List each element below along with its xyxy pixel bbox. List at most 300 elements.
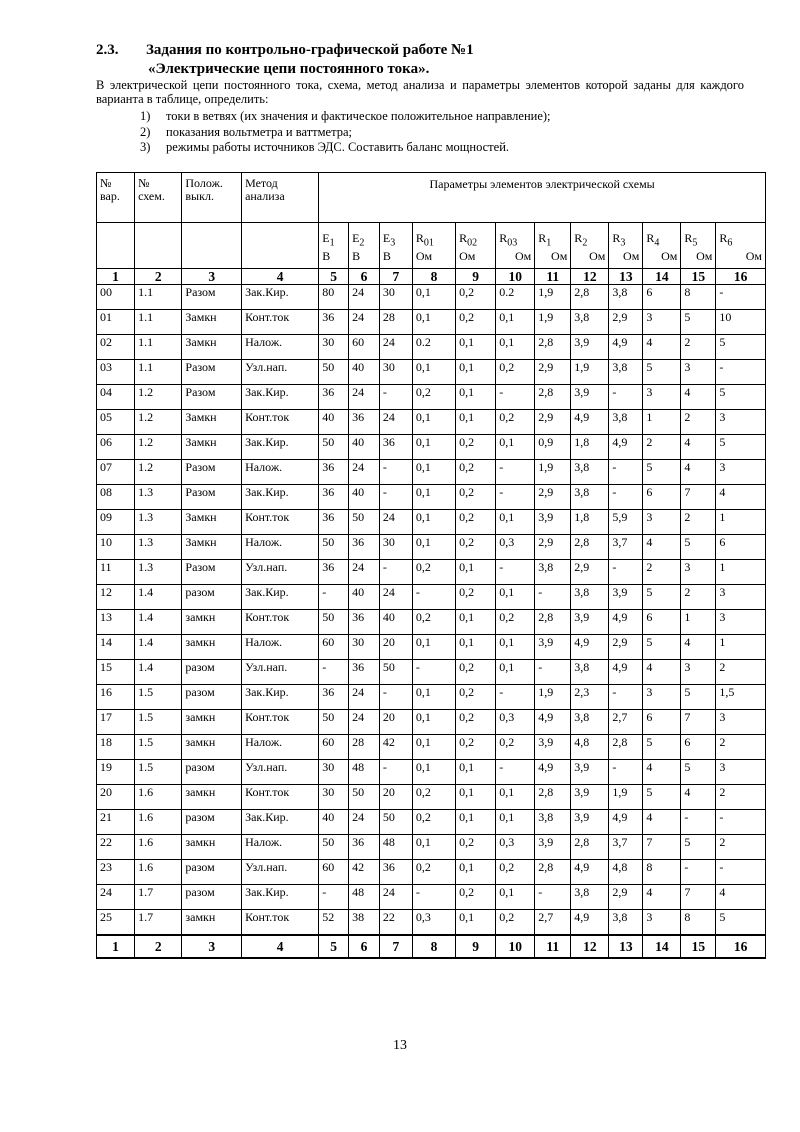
table-cell: замкн xyxy=(182,610,242,635)
table-cell: 1.5 xyxy=(135,735,182,760)
table-row xyxy=(97,560,766,585)
table-row xyxy=(97,835,766,860)
param-unit: Ом xyxy=(745,249,762,264)
table-cell: 0,2 xyxy=(456,735,496,760)
table-cell: замкн xyxy=(182,835,242,860)
table-cell: 1.2 xyxy=(135,460,182,485)
table-cell: Замкн xyxy=(182,335,242,360)
table-cell: 0,1 xyxy=(412,535,455,560)
param-header-cell xyxy=(379,223,412,269)
task-text: показания вольтметра и ваттметра; xyxy=(166,124,352,139)
table-cell: 0,1 xyxy=(456,560,496,585)
table-cell: 40 xyxy=(349,485,380,510)
table-cell: 50 xyxy=(349,510,380,535)
blank-cell xyxy=(135,223,182,269)
table-cell: Конт.ток xyxy=(242,610,319,635)
table-cell: 60 xyxy=(319,735,349,760)
table-cell: 0,2 xyxy=(456,660,496,685)
column-number: 8 xyxy=(412,935,455,958)
column-number: 13 xyxy=(609,269,643,285)
column-number: 3 xyxy=(182,269,242,285)
table-cell: 0,2 xyxy=(456,685,496,710)
table-cell: 0,2 xyxy=(412,385,455,410)
table-cell: разом xyxy=(182,585,242,610)
table-cell: Разом xyxy=(182,560,242,585)
param-header-cell xyxy=(716,223,766,269)
table-cell: 50 xyxy=(319,535,349,560)
param-letter: R xyxy=(538,231,547,245)
table-cell: 3 xyxy=(716,460,766,485)
param-subscript: 03 xyxy=(507,237,518,249)
table-row xyxy=(97,685,766,710)
table-cell: замкн xyxy=(182,910,242,936)
table-cell: Узл.нап. xyxy=(242,860,319,885)
table-cell: разом xyxy=(182,885,242,910)
table-cell: 24 xyxy=(349,285,380,310)
param-symbol xyxy=(719,231,762,250)
table-cell: 05 xyxy=(97,410,135,435)
table-cell: 2,9 xyxy=(609,885,643,910)
table-cell: 3 xyxy=(643,685,681,710)
table-cell: 3 xyxy=(643,385,681,410)
table-cell: 24 xyxy=(97,885,135,910)
table-cell: 3 xyxy=(681,360,716,385)
table-cell: - xyxy=(319,885,349,910)
table-cell: 30 xyxy=(319,335,349,360)
table-cell: 3,8 xyxy=(535,810,571,835)
table-cell: 4 xyxy=(681,635,716,660)
table-cell: 0,3 xyxy=(412,910,455,936)
table-cell: 24 xyxy=(379,885,412,910)
table-cell: 19 xyxy=(97,760,135,785)
table-cell: 1.5 xyxy=(135,760,182,785)
table-cell: 10 xyxy=(716,310,766,335)
table-row xyxy=(97,635,766,660)
table-cell: 22 xyxy=(97,835,135,860)
table-row xyxy=(97,610,766,635)
table-cell: 1.6 xyxy=(135,810,182,835)
table-cell: 0,9 xyxy=(535,435,571,460)
table-cell: 1.1 xyxy=(135,335,182,360)
table-cell: 03 xyxy=(97,360,135,385)
table-cell: 0,2 xyxy=(456,435,496,460)
table-cell: 4 xyxy=(643,810,681,835)
table-cell: 1.2 xyxy=(135,385,182,410)
table-cell: 3,8 xyxy=(609,360,643,385)
table-cell: 1.5 xyxy=(135,710,182,735)
table-cell: Замкн xyxy=(182,510,242,535)
table-cell: 0,2 xyxy=(496,860,535,885)
table-cell: - xyxy=(412,660,455,685)
table-cell: 6 xyxy=(643,285,681,310)
table-cell: 7 xyxy=(681,885,716,910)
table-cell: 10 xyxy=(97,535,135,560)
table-cell: 0,1 xyxy=(496,885,535,910)
table-cell: 40 xyxy=(319,810,349,835)
table-cell: 0,1 xyxy=(496,785,535,810)
table-cell: замкн xyxy=(182,710,242,735)
table-cell: 0,1 xyxy=(456,810,496,835)
param-letter: R xyxy=(499,231,508,245)
table-cell: 48 xyxy=(349,885,380,910)
table-cell: Зак.Кир. xyxy=(242,285,319,310)
column-number: 16 xyxy=(716,269,766,285)
table-cell: - xyxy=(681,810,716,835)
table-cell: 06 xyxy=(97,435,135,460)
table-cell: 48 xyxy=(379,835,412,860)
table-cell: 8 xyxy=(681,910,716,936)
table-cell: 2,8 xyxy=(535,335,571,360)
param-letter: R xyxy=(415,231,424,245)
table-cell: 4,9 xyxy=(571,635,609,660)
table-cell: 1.4 xyxy=(135,585,182,610)
param-header-cell xyxy=(609,223,643,269)
table-cell: 2 xyxy=(643,560,681,585)
table-cell: Налож. xyxy=(242,460,319,485)
table-cell: 50 xyxy=(319,835,349,860)
param-letter: E xyxy=(352,231,360,245)
table-cell: 5 xyxy=(716,335,766,360)
table-cell: 3,8 xyxy=(571,885,609,910)
table-cell: 24 xyxy=(379,510,412,535)
table-cell: 1.6 xyxy=(135,785,182,810)
table-cell: 2 xyxy=(681,335,716,360)
table-cell: 36 xyxy=(319,685,349,710)
table-cell: 50 xyxy=(319,360,349,385)
table-cell: 2,9 xyxy=(609,310,643,335)
table-cell: 1,9 xyxy=(535,460,571,485)
table-cell: 0,2 xyxy=(496,735,535,760)
param-letter: E xyxy=(382,231,391,245)
table-cell: 23 xyxy=(97,860,135,885)
table-cell: 36 xyxy=(319,510,349,535)
param-unit: Ом xyxy=(623,249,640,264)
column-header-variant: № вар. xyxy=(97,173,135,223)
table-cell: 0,1 xyxy=(456,910,496,936)
table-cell: - xyxy=(716,860,766,885)
table-cell: 0,2 xyxy=(412,610,455,635)
table-cell: 24 xyxy=(349,710,380,735)
task-marker: 3) xyxy=(140,140,151,154)
table-cell: 17 xyxy=(97,710,135,735)
param-symbol xyxy=(416,231,452,250)
table-cell: 0.2 xyxy=(496,285,535,310)
param-unit: Ом xyxy=(696,249,713,264)
table-cell: Налож. xyxy=(242,635,319,660)
table-cell: 24 xyxy=(349,810,380,835)
table-cell: замкн xyxy=(182,735,242,760)
table-cell: Налож. xyxy=(242,835,319,860)
section-number: 2.3. xyxy=(96,42,119,58)
table-cell: - xyxy=(496,485,535,510)
table-cell: 5 xyxy=(643,635,681,660)
table-cell: 2,9 xyxy=(535,535,571,560)
table-row xyxy=(97,810,766,835)
table-cell: 1,9 xyxy=(535,310,571,335)
column-number: 5 xyxy=(319,269,349,285)
table-cell: 3,9 xyxy=(609,585,643,610)
column-header-scheme: № схем. xyxy=(135,173,182,223)
column-number: 1 xyxy=(97,269,135,285)
table-cell: 5,9 xyxy=(609,510,643,535)
table-row xyxy=(97,310,766,335)
blank-cell xyxy=(242,223,319,269)
table-cell: 04 xyxy=(97,385,135,410)
table-cell: 0,1 xyxy=(496,810,535,835)
table-cell: 2,3 xyxy=(571,685,609,710)
table-cell: - xyxy=(535,585,571,610)
table-cell: 3,9 xyxy=(571,385,609,410)
table-cell: Узл.нап. xyxy=(242,760,319,785)
table-cell: 42 xyxy=(349,860,380,885)
table-cell: 24 xyxy=(349,310,380,335)
table-cell: 3,8 xyxy=(571,485,609,510)
column-number: 15 xyxy=(681,935,716,958)
table-cell: - xyxy=(716,810,766,835)
table-cell: 4 xyxy=(681,785,716,810)
table-cell: 2 xyxy=(716,660,766,685)
table-cell: 1,8 xyxy=(571,510,609,535)
table-cell: Замкн xyxy=(182,410,242,435)
table-cell: 0,3 xyxy=(496,535,535,560)
table-cell: 4,9 xyxy=(571,860,609,885)
param-symbol xyxy=(574,231,605,250)
table-cell: 30 xyxy=(319,760,349,785)
task-text: режимы работы источников ЭДС. Составить баланс мощностей. xyxy=(166,140,510,154)
table-cell: 36 xyxy=(319,460,349,485)
table-cell: 2,9 xyxy=(571,560,609,585)
table-cell: 4,9 xyxy=(609,435,643,460)
task-item xyxy=(140,109,551,125)
table-cell: 5 xyxy=(716,910,766,936)
param-header-cell xyxy=(456,223,496,269)
table-cell: 24 xyxy=(379,585,412,610)
param-letter: R xyxy=(719,231,728,245)
table-row xyxy=(97,535,766,560)
section-title: Задания по контрольно-графической работе №1 xyxy=(146,42,474,58)
table-row xyxy=(97,885,766,910)
param-header-cell xyxy=(496,223,535,269)
table-cell: 2,8 xyxy=(571,835,609,860)
param-letter: R xyxy=(459,231,468,245)
table-cell: 1,9 xyxy=(609,785,643,810)
section-subtitle: «Электрические цепи постоянного тока». xyxy=(148,61,430,77)
table-cell: 0,2 xyxy=(412,785,455,810)
table-cell: - xyxy=(535,660,571,685)
table-cell: 6 xyxy=(716,535,766,560)
table-cell: 20 xyxy=(379,785,412,810)
table-cell: Узл.нап. xyxy=(242,360,319,385)
table-cell: Конт.ток xyxy=(242,510,319,535)
table-cell: 08 xyxy=(97,485,135,510)
table-cell: 0,1 xyxy=(412,285,455,310)
table-cell: 1,5 xyxy=(716,685,766,710)
table-cell: 3,9 xyxy=(571,335,609,360)
table-cell: 60 xyxy=(349,335,380,360)
param-letter: R xyxy=(574,231,583,245)
table-cell: 0,2 xyxy=(496,910,535,936)
task-marker: 1) xyxy=(140,109,151,123)
table-cell: 3,9 xyxy=(571,610,609,635)
table-cell: 1,8 xyxy=(571,435,609,460)
table-cell: 0,1 xyxy=(412,760,455,785)
table-cell: 30 xyxy=(379,535,412,560)
table-cell: Разом xyxy=(182,360,242,385)
param-header-cell xyxy=(571,223,609,269)
table-cell: 0,2 xyxy=(456,485,496,510)
table-cell: 3,7 xyxy=(609,535,643,560)
table-cell: 0,2 xyxy=(496,410,535,435)
table-cell: 5 xyxy=(681,310,716,335)
table-cell: 0,1 xyxy=(496,660,535,685)
param-header-cell xyxy=(349,223,380,269)
table-cell: 36 xyxy=(319,385,349,410)
table-cell: 3 xyxy=(643,910,681,936)
table-cell: 3,9 xyxy=(535,735,571,760)
table-cell: 1.1 xyxy=(135,360,182,385)
column-number: 4 xyxy=(242,935,319,958)
table-cell: 0,1 xyxy=(456,610,496,635)
table-cell: 7 xyxy=(681,710,716,735)
table-cell: - xyxy=(379,685,412,710)
task-text: токи в ветвях (их значения и фактическое положительное направление); xyxy=(166,109,551,123)
table-cell: 24 xyxy=(349,460,380,485)
table-cell: 02 xyxy=(97,335,135,360)
table-cell: 0,1 xyxy=(412,485,455,510)
table-cell: 0,1 xyxy=(456,335,496,360)
table-cell: 4 xyxy=(643,335,681,360)
table-cell: 5 xyxy=(681,685,716,710)
table-cell: - xyxy=(609,760,643,785)
table-cell: 5 xyxy=(681,760,716,785)
param-symbol xyxy=(684,231,712,250)
param-unit: Ом xyxy=(551,249,568,264)
table-cell: Налож. xyxy=(242,335,319,360)
table-cell: 36 xyxy=(349,410,380,435)
table-cell: 09 xyxy=(97,510,135,535)
table-cell: 0,2 xyxy=(456,285,496,310)
table-cell: 3,9 xyxy=(571,760,609,785)
column-number: 9 xyxy=(456,269,496,285)
table-row xyxy=(97,785,766,810)
table-cell: 6 xyxy=(643,485,681,510)
param-letter: R xyxy=(684,231,693,245)
table-cell: 1,9 xyxy=(535,285,571,310)
table-cell: замкн xyxy=(182,785,242,810)
table-cell: 16 xyxy=(97,685,135,710)
table-cell: 36 xyxy=(319,485,349,510)
table-cell: - xyxy=(609,385,643,410)
param-letter: R xyxy=(646,231,655,245)
param-symbol xyxy=(499,231,531,250)
param-symbol xyxy=(352,231,376,250)
table-cell: 3,8 xyxy=(609,285,643,310)
table-cell: 1,9 xyxy=(535,685,571,710)
table-cell: 0,1 xyxy=(496,335,535,360)
param-unit: Ом xyxy=(515,249,532,264)
table-cell: 0,2 xyxy=(456,535,496,560)
param-subscript: 3 xyxy=(620,237,626,249)
table-cell: 0,1 xyxy=(496,310,535,335)
table-cell: 20 xyxy=(379,710,412,735)
table-row xyxy=(97,585,766,610)
column-number: 7 xyxy=(379,269,412,285)
table-cell: 30 xyxy=(349,635,380,660)
table-cell: 2,9 xyxy=(535,360,571,385)
table-cell: Разом xyxy=(182,285,242,310)
param-symbol xyxy=(538,231,567,250)
table-cell: 4,9 xyxy=(609,610,643,635)
table-row xyxy=(97,410,766,435)
table-cell: - xyxy=(319,660,349,685)
column-number: 1 xyxy=(97,935,135,958)
table-cell: 2,7 xyxy=(535,910,571,936)
table-cell: 30 xyxy=(379,285,412,310)
table-cell: 1.3 xyxy=(135,535,182,560)
param-symbol xyxy=(646,231,677,250)
table-cell: 4,9 xyxy=(535,710,571,735)
table-cell: 30 xyxy=(319,785,349,810)
task-item xyxy=(140,140,551,156)
table-cell: разом xyxy=(182,685,242,710)
table-cell: 1.4 xyxy=(135,610,182,635)
param-header-cell xyxy=(319,223,349,269)
table-cell: 3,9 xyxy=(535,835,571,860)
param-unit: Ом xyxy=(415,249,433,264)
table-cell: 0,1 xyxy=(412,835,455,860)
table-cell: Разом xyxy=(182,460,242,485)
table-cell: Узл.нап. xyxy=(242,660,319,685)
table-row xyxy=(97,760,766,785)
table-cell: 3 xyxy=(643,310,681,335)
table-cell: 50 xyxy=(379,810,412,835)
table-cell: 4,9 xyxy=(609,810,643,835)
table-cell: 1.7 xyxy=(135,910,182,936)
param-symbol xyxy=(459,231,492,250)
table-cell: 3,8 xyxy=(609,410,643,435)
table-cell: Зак.Кир. xyxy=(242,885,319,910)
table-cell: 2,7 xyxy=(609,710,643,735)
table-cell: 3,9 xyxy=(535,510,571,535)
table-cell: 0,3 xyxy=(496,710,535,735)
table-cell: 60 xyxy=(319,860,349,885)
table-cell: 2 xyxy=(716,735,766,760)
table-cell: 00 xyxy=(97,285,135,310)
table-cell: 36 xyxy=(319,310,349,335)
column-header-method: Метод анализа xyxy=(242,173,319,223)
table-cell: 0,1 xyxy=(456,760,496,785)
table-cell: Зак.Кир. xyxy=(242,435,319,460)
table-cell: 1.1 xyxy=(135,285,182,310)
table-cell: 4 xyxy=(716,485,766,510)
table-cell: 40 xyxy=(349,585,380,610)
table-cell: Зак.Кир. xyxy=(242,810,319,835)
table-cell: 40 xyxy=(319,410,349,435)
table-cell: 1 xyxy=(643,410,681,435)
table-cell: 2 xyxy=(716,835,766,860)
table-cell: разом xyxy=(182,810,242,835)
parameter-symbols-row xyxy=(97,223,766,269)
table-cell: - xyxy=(379,560,412,585)
table-cell: 2,8 xyxy=(535,860,571,885)
param-header-cell xyxy=(681,223,716,269)
table-cell: Замкн xyxy=(182,310,242,335)
table-cell: 8 xyxy=(643,860,681,885)
table-cell: 1.3 xyxy=(135,510,182,535)
param-unit: Ом xyxy=(589,249,606,264)
column-number: 10 xyxy=(496,935,535,958)
table-cell: 4,9 xyxy=(609,335,643,360)
